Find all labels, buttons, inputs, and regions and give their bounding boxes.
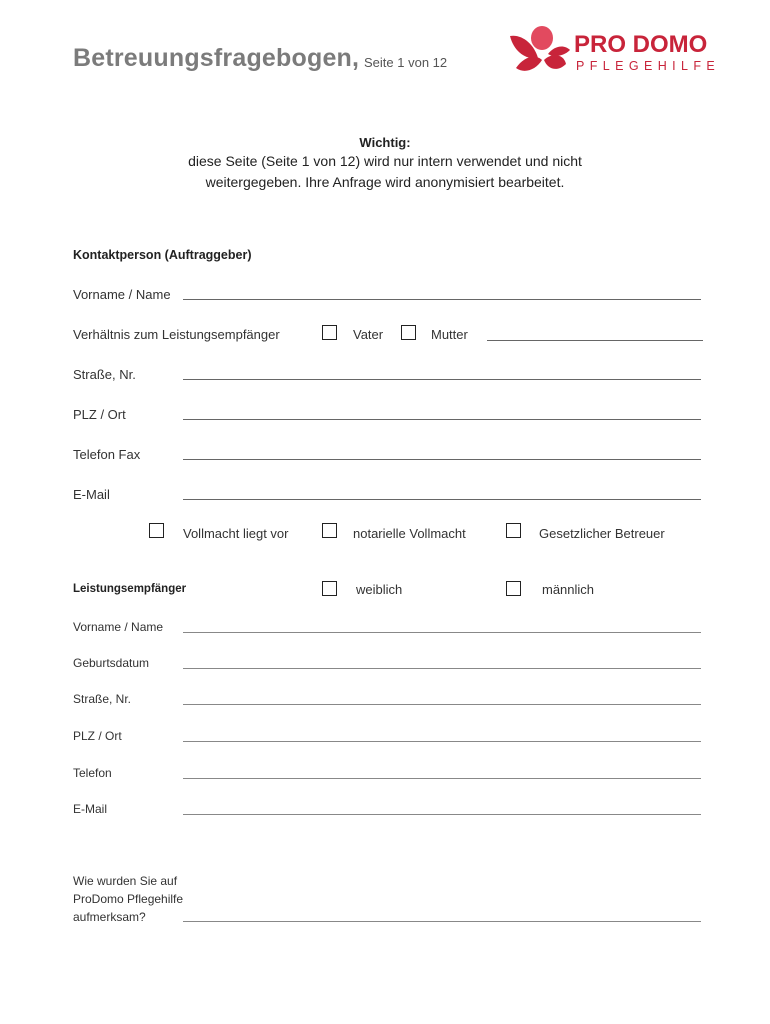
recipient-zip-label: PLZ / Ort [73, 729, 122, 743]
recipient-phone-field[interactable] [183, 778, 701, 779]
male-checkbox[interactable] [506, 581, 521, 596]
source-answer-field[interactable] [183, 921, 701, 922]
contact-name-label: Vorname / Name [73, 287, 171, 302]
notarial-checkbox[interactable] [322, 523, 337, 538]
contact-street-label: Straße, Nr. [73, 367, 136, 382]
notarial-label: notarielle Vollmacht [353, 526, 466, 541]
logo-text: PRO DOMO [574, 31, 708, 58]
prodomo-logo [508, 24, 748, 80]
logo-subtext: PFLEGEHILFE [576, 59, 721, 73]
contact-street-field[interactable] [183, 379, 701, 380]
recipient-name-field[interactable] [183, 632, 701, 633]
contact-zip-field[interactable] [183, 419, 701, 420]
recipient-email-field[interactable] [183, 814, 701, 815]
source-question-line-2: ProDomo Pflegehilfe [73, 892, 184, 906]
contact-email-field[interactable] [183, 499, 701, 500]
form-title: Betreuungsfragebogen, [73, 44, 360, 72]
notice-line-2: weitergegeben. Ihre Anfrage wird anonymisiert bearbeitet. [205, 174, 565, 190]
recipient-email-label: E-Mail [73, 802, 108, 816]
male-label: männlich [542, 582, 595, 597]
notice-line-1: diese Seite (Seite 1 von 12) wird nur intern verwendet und nicht [188, 153, 582, 169]
contact-phone-label: Telefon Fax [73, 447, 141, 462]
recipient-zip-field[interactable] [183, 741, 701, 742]
father-label: Vater [353, 327, 384, 342]
contact-email-label: E-Mail [73, 487, 110, 502]
contact-zip-label: PLZ / Ort [73, 407, 126, 422]
flower-logo-icon [508, 24, 748, 80]
guardian-checkbox[interactable] [506, 523, 521, 538]
female-label: weiblich [356, 582, 403, 597]
recipient-phone-label: Telefon [73, 766, 112, 780]
recipient-name-label: Vorname / Name [73, 620, 164, 634]
father-checkbox[interactable] [322, 325, 337, 340]
guardian-label: Gesetzlicher Betreuer [539, 526, 665, 541]
mother-checkbox[interactable] [401, 325, 416, 340]
birthdate-label: Geburtsdatum [73, 656, 150, 670]
source-question-line-1: Wie wurden Sie auf [73, 874, 178, 888]
recipient-street-label: Straße, Nr. [73, 692, 132, 706]
recipient-heading: Leistungsempfänger [73, 583, 187, 595]
contact-name-field[interactable] [183, 299, 701, 300]
female-checkbox[interactable] [322, 581, 337, 596]
relation-other-field[interactable] [487, 340, 703, 341]
authority-label: Vollmacht liegt vor [183, 526, 289, 541]
notice-title: Wichtig: [359, 135, 411, 150]
mother-label: Mutter [431, 327, 468, 342]
contact-phone-field[interactable] [183, 459, 701, 460]
birthdate-field[interactable] [183, 668, 701, 669]
relation-label: Verhältnis zum Leistungsempfänger [73, 327, 280, 342]
contact-heading: Kontaktperson (Auftraggeber) [73, 248, 252, 262]
recipient-street-field[interactable] [183, 704, 701, 705]
source-question-line-3: aufmerksam? [73, 910, 146, 924]
source-question [73, 872, 183, 926]
page-indicator: Seite 1 von 12 [364, 55, 448, 70]
authority-checkbox[interactable] [149, 523, 164, 538]
